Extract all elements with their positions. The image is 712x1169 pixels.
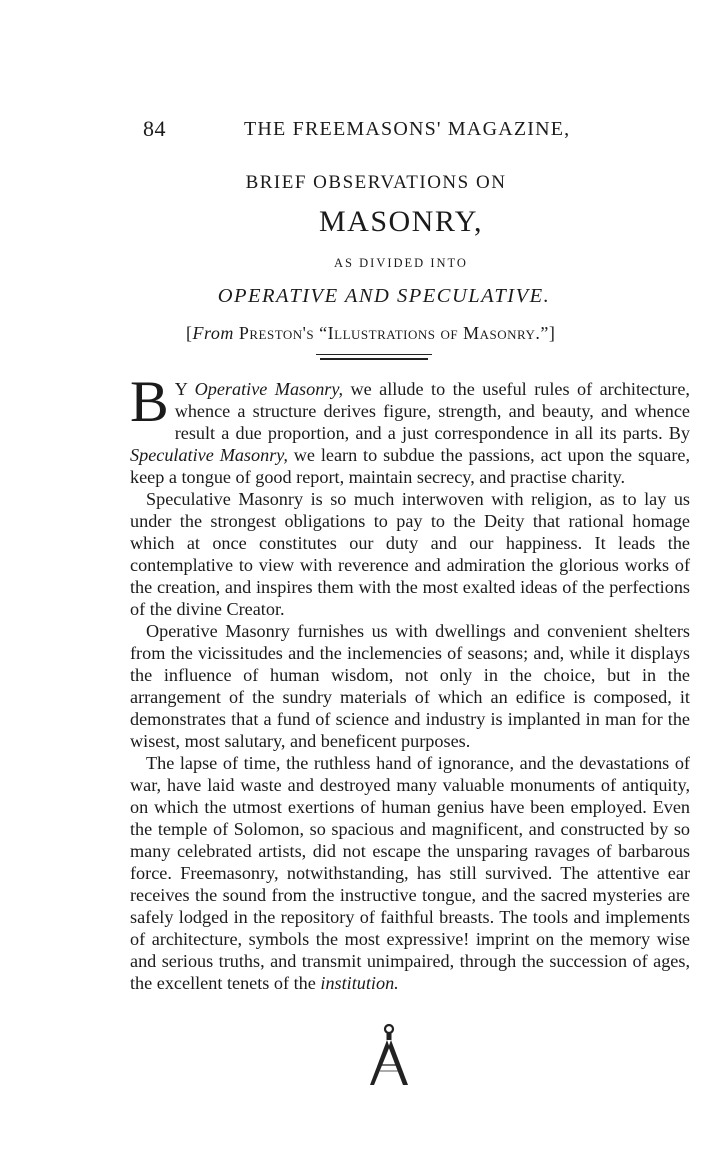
drop-cap: B (130, 369, 169, 434)
source-from: From (192, 323, 234, 343)
article-body (130, 369, 690, 994)
paragraph-4 (130, 752, 690, 994)
p1-speculative-masonry: Speculative Masonry, (130, 445, 288, 465)
article-subtitle: OPERATIVE AND SPECULATIVE. (217, 285, 551, 307)
paragraph-2: Speculative Masonry is so much interwoven with religion, as to lay us under the strongest obligations to pay to the Deity that rational homage which at once constitutes our duty and our happiness. It leads the contemplative to view with reverence and admiration the glorious works of the creation, and inspires them with the most exalted ideas of the perfections of the divine Creator. (130, 489, 690, 619)
p4-institution: institution. (320, 973, 399, 993)
article-title-main: MASONRY, (318, 205, 483, 238)
source-quote-open: “ (314, 323, 328, 343)
source-close: .”] (535, 323, 556, 343)
article-title-line1: BRIEF OBSERVATIONS ON (245, 172, 507, 193)
paragraph-1 (130, 369, 690, 488)
running-head: THE FREEMASONS' MAGAZINE, (244, 118, 571, 140)
p1-text-e: we learn to subdue the passions, act upon the square, keep a tongue of good report, maintain secrecy, and practise charity. (130, 445, 690, 487)
source-citation (186, 323, 555, 344)
p1-text-c: we allude to the useful rules of architecture, whence a structure derives figure, strength, and beauty, and whence result a due proportion, and a just correspondence in all its parts. By (174, 379, 690, 443)
divider-rule-bottom (320, 358, 428, 360)
source-work: Illustrations of Masonry (327, 323, 536, 343)
p1-text-a: Y (174, 379, 195, 399)
paragraph-3: Operative Masonry furnishes us with dwellings and convenient shelters from the vicissitudes and the inclemencies of seasons; and, while it displays the influence of human wisdom, not only in the choice, but in the arrangement of the sundry materials of which an edifice is composed, it demonstrates that a fund of science and industry is implanted in man for the wisest, most salutary, and beneficent purposes. (130, 621, 690, 751)
page-number: 84 (143, 116, 166, 141)
article-title-line3: AS DIVIDED INTO (334, 256, 468, 270)
compass-icon (366, 1023, 412, 1089)
p4-text: The lapse of time, the ruthless hand of ignorance, and the devastations of war, have laid waste and destroyed many valuable monuments of antiquity, on which the utmost exertions of human genius have been employed. Even the temple of Solomon, so spacious and magnificent, and constructed by so many celebrated artists, did not escape the unsparing ravages of barbarous force. Freemasonry, notwithstanding, has still survived. The attentive ear receives the sound from the instructive tongue, and the sacred mysteries are safely lodged in the repository of faithful breasts. The tools and implements of architecture, symbols the most expressive! imprint on the memory wise and serious truths, and transmit unimpaired, through the succession of ages, the excellent tenets of the (130, 753, 690, 993)
source-bracket-open: [ (186, 323, 193, 343)
source-author: Preston's (233, 323, 315, 343)
divider-rule-top (316, 354, 432, 355)
p1-operative-masonry: Operative Masonry, (194, 379, 343, 399)
